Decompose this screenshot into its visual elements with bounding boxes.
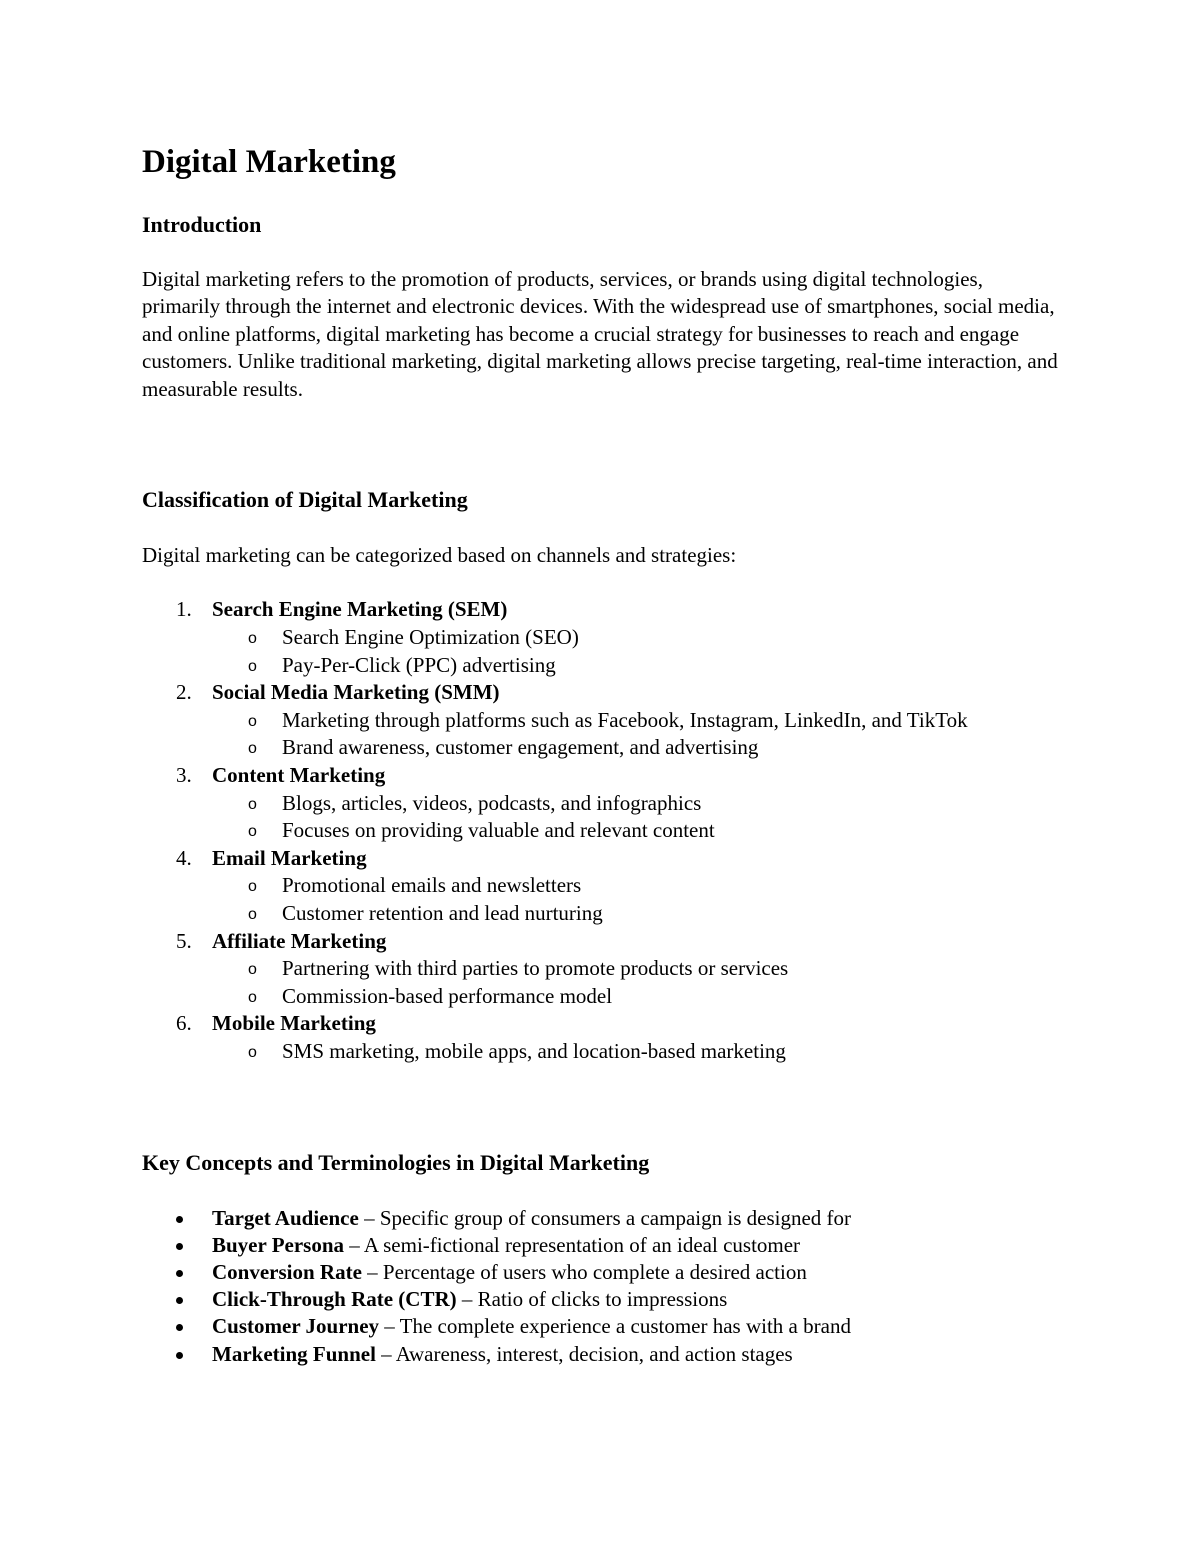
sub-item-text: Customer retention and lead nurturing	[282, 900, 603, 925]
sub-item-text: Marketing through platforms such as Facebook, Instagram, LinkedIn, and TikTok	[282, 707, 968, 732]
term-name: Target Audience	[212, 1205, 359, 1230]
classification-intro: Digital marketing can be categorized based on channels and strategies:	[142, 543, 737, 568]
term-definition: – The complete experience a customer has with a brand	[379, 1314, 851, 1339]
introduction-heading: Introduction	[142, 212, 262, 237]
bullet-dot-icon	[176, 1324, 183, 1331]
sub-list-item	[142, 900, 1062, 928]
term-item	[142, 1341, 1062, 1368]
list-item	[142, 679, 1062, 762]
list-item	[142, 845, 1062, 928]
item-title: Search Engine Marketing (SEM)	[212, 597, 508, 622]
bullet-dot-icon	[176, 1297, 183, 1304]
classification-heading: Classification of Digital Marketing	[142, 487, 468, 513]
circle-bullet-icon: o	[248, 823, 257, 841]
term-name: Click-Through Rate (CTR)	[212, 1287, 457, 1312]
circle-bullet-icon: o	[248, 795, 257, 813]
item-number: 1.	[176, 597, 192, 622]
list-item	[142, 928, 1062, 1011]
item-number: 5.	[176, 928, 192, 953]
term-name: Buyer Persona	[212, 1232, 345, 1257]
term-definition: – Ratio of clicks to impressions	[456, 1287, 728, 1312]
sub-list	[142, 624, 1062, 679]
item-title: Email Marketing	[212, 845, 367, 870]
sub-list-item	[142, 707, 1062, 735]
item-number: 2.	[176, 680, 192, 705]
sub-item-text: Promotional emails and newsletters	[282, 873, 582, 898]
sub-list	[142, 1038, 1062, 1066]
document-title: Digital Marketing	[142, 144, 396, 180]
sub-item-text: Blogs, articles, videos, podcasts, and infographics	[282, 790, 702, 815]
sub-item-text: SMS marketing, mobile apps, and location-based marketing	[282, 1038, 786, 1063]
sub-item-text: Brand awareness, customer engagement, and advertising	[282, 735, 759, 760]
list-item	[142, 1010, 1062, 1065]
term-name: Marketing Funnel	[212, 1341, 376, 1366]
circle-bullet-icon: o	[248, 905, 257, 923]
term-item	[142, 1286, 1062, 1313]
sub-list	[142, 707, 1062, 762]
term-item	[142, 1232, 1062, 1259]
item-number: 6.	[176, 1011, 192, 1036]
sub-item-text: Commission-based performance model	[282, 983, 613, 1008]
bullet-dot-icon	[176, 1216, 183, 1223]
document-page	[142, 140, 1062, 1368]
term-name: Customer Journey	[212, 1314, 380, 1339]
sub-item-text: Search Engine Optimization (SEO)	[282, 625, 579, 650]
term-definition: – A semi-fictional representation of an ideal customer	[344, 1232, 801, 1257]
bullet-dot-icon	[176, 1243, 183, 1250]
sub-list	[142, 790, 1062, 845]
term-definition: – Percentage of users who complete a desired action	[361, 1259, 807, 1284]
sub-list-item	[142, 734, 1062, 762]
sub-list	[142, 872, 1062, 927]
circle-bullet-icon: o	[248, 657, 257, 675]
sub-list-item	[142, 790, 1062, 818]
sub-item-text: Focuses on providing valuable and relevant content	[282, 818, 715, 843]
sub-list-item	[142, 817, 1062, 845]
circle-bullet-icon: o	[248, 740, 257, 758]
item-number: 4.	[176, 845, 192, 870]
bullet-dot-icon	[176, 1270, 183, 1277]
term-item	[142, 1313, 1062, 1340]
bullet-dot-icon	[176, 1352, 183, 1359]
circle-bullet-icon: o	[248, 878, 257, 896]
key-concepts-list	[142, 1205, 1062, 1368]
sub-item-text: Partnering with third parties to promote products or services	[282, 956, 789, 981]
list-item	[142, 762, 1062, 845]
list-item	[142, 596, 1062, 679]
sub-list-item	[142, 1038, 1062, 1066]
sub-list	[142, 955, 1062, 1010]
term-name: Conversion Rate	[212, 1259, 362, 1284]
term-item	[142, 1259, 1062, 1286]
sub-item-text: Pay-Per-Click (PPC) advertising	[282, 652, 556, 677]
term-definition: – Specific group of consumers a campaign is designed for	[358, 1205, 852, 1230]
item-title: Content Marketing	[212, 763, 386, 787]
sub-list-item	[142, 624, 1062, 652]
circle-bullet-icon: o	[248, 1043, 257, 1061]
circle-bullet-icon: o	[248, 630, 257, 648]
item-number: 3.	[176, 763, 192, 787]
sub-list-item	[142, 652, 1062, 680]
item-title: Mobile Marketing	[212, 1011, 376, 1036]
term-item	[142, 1205, 1062, 1232]
classification-list	[142, 596, 1062, 1065]
circle-bullet-icon: o	[248, 961, 257, 979]
circle-bullet-icon: o	[248, 988, 257, 1006]
circle-bullet-icon: o	[248, 712, 257, 730]
key-concepts-heading: Key Concepts and Terminologies in Digital Marketing	[142, 1149, 650, 1175]
sub-list-item	[142, 955, 1062, 983]
sub-list-item	[142, 872, 1062, 900]
introduction-paragraph: Digital marketing refers to the promotion of products, services, or brands using digital technologies, primarily through the internet and electronic devices. With the widespread use of smartphones, social media, and online platforms, digital marketing has become a crucial strategy for businesses to reach and engage customers. Unlike traditional marketing, digital marketing allows precise targeting, real-time interaction, and measurable results.	[142, 267, 1058, 401]
item-title: Affiliate Marketing	[212, 928, 387, 953]
sub-list-item	[142, 983, 1062, 1011]
term-definition: – Awareness, interest, decision, and action stages	[375, 1341, 793, 1366]
item-title: Social Media Marketing (SMM)	[212, 680, 500, 705]
